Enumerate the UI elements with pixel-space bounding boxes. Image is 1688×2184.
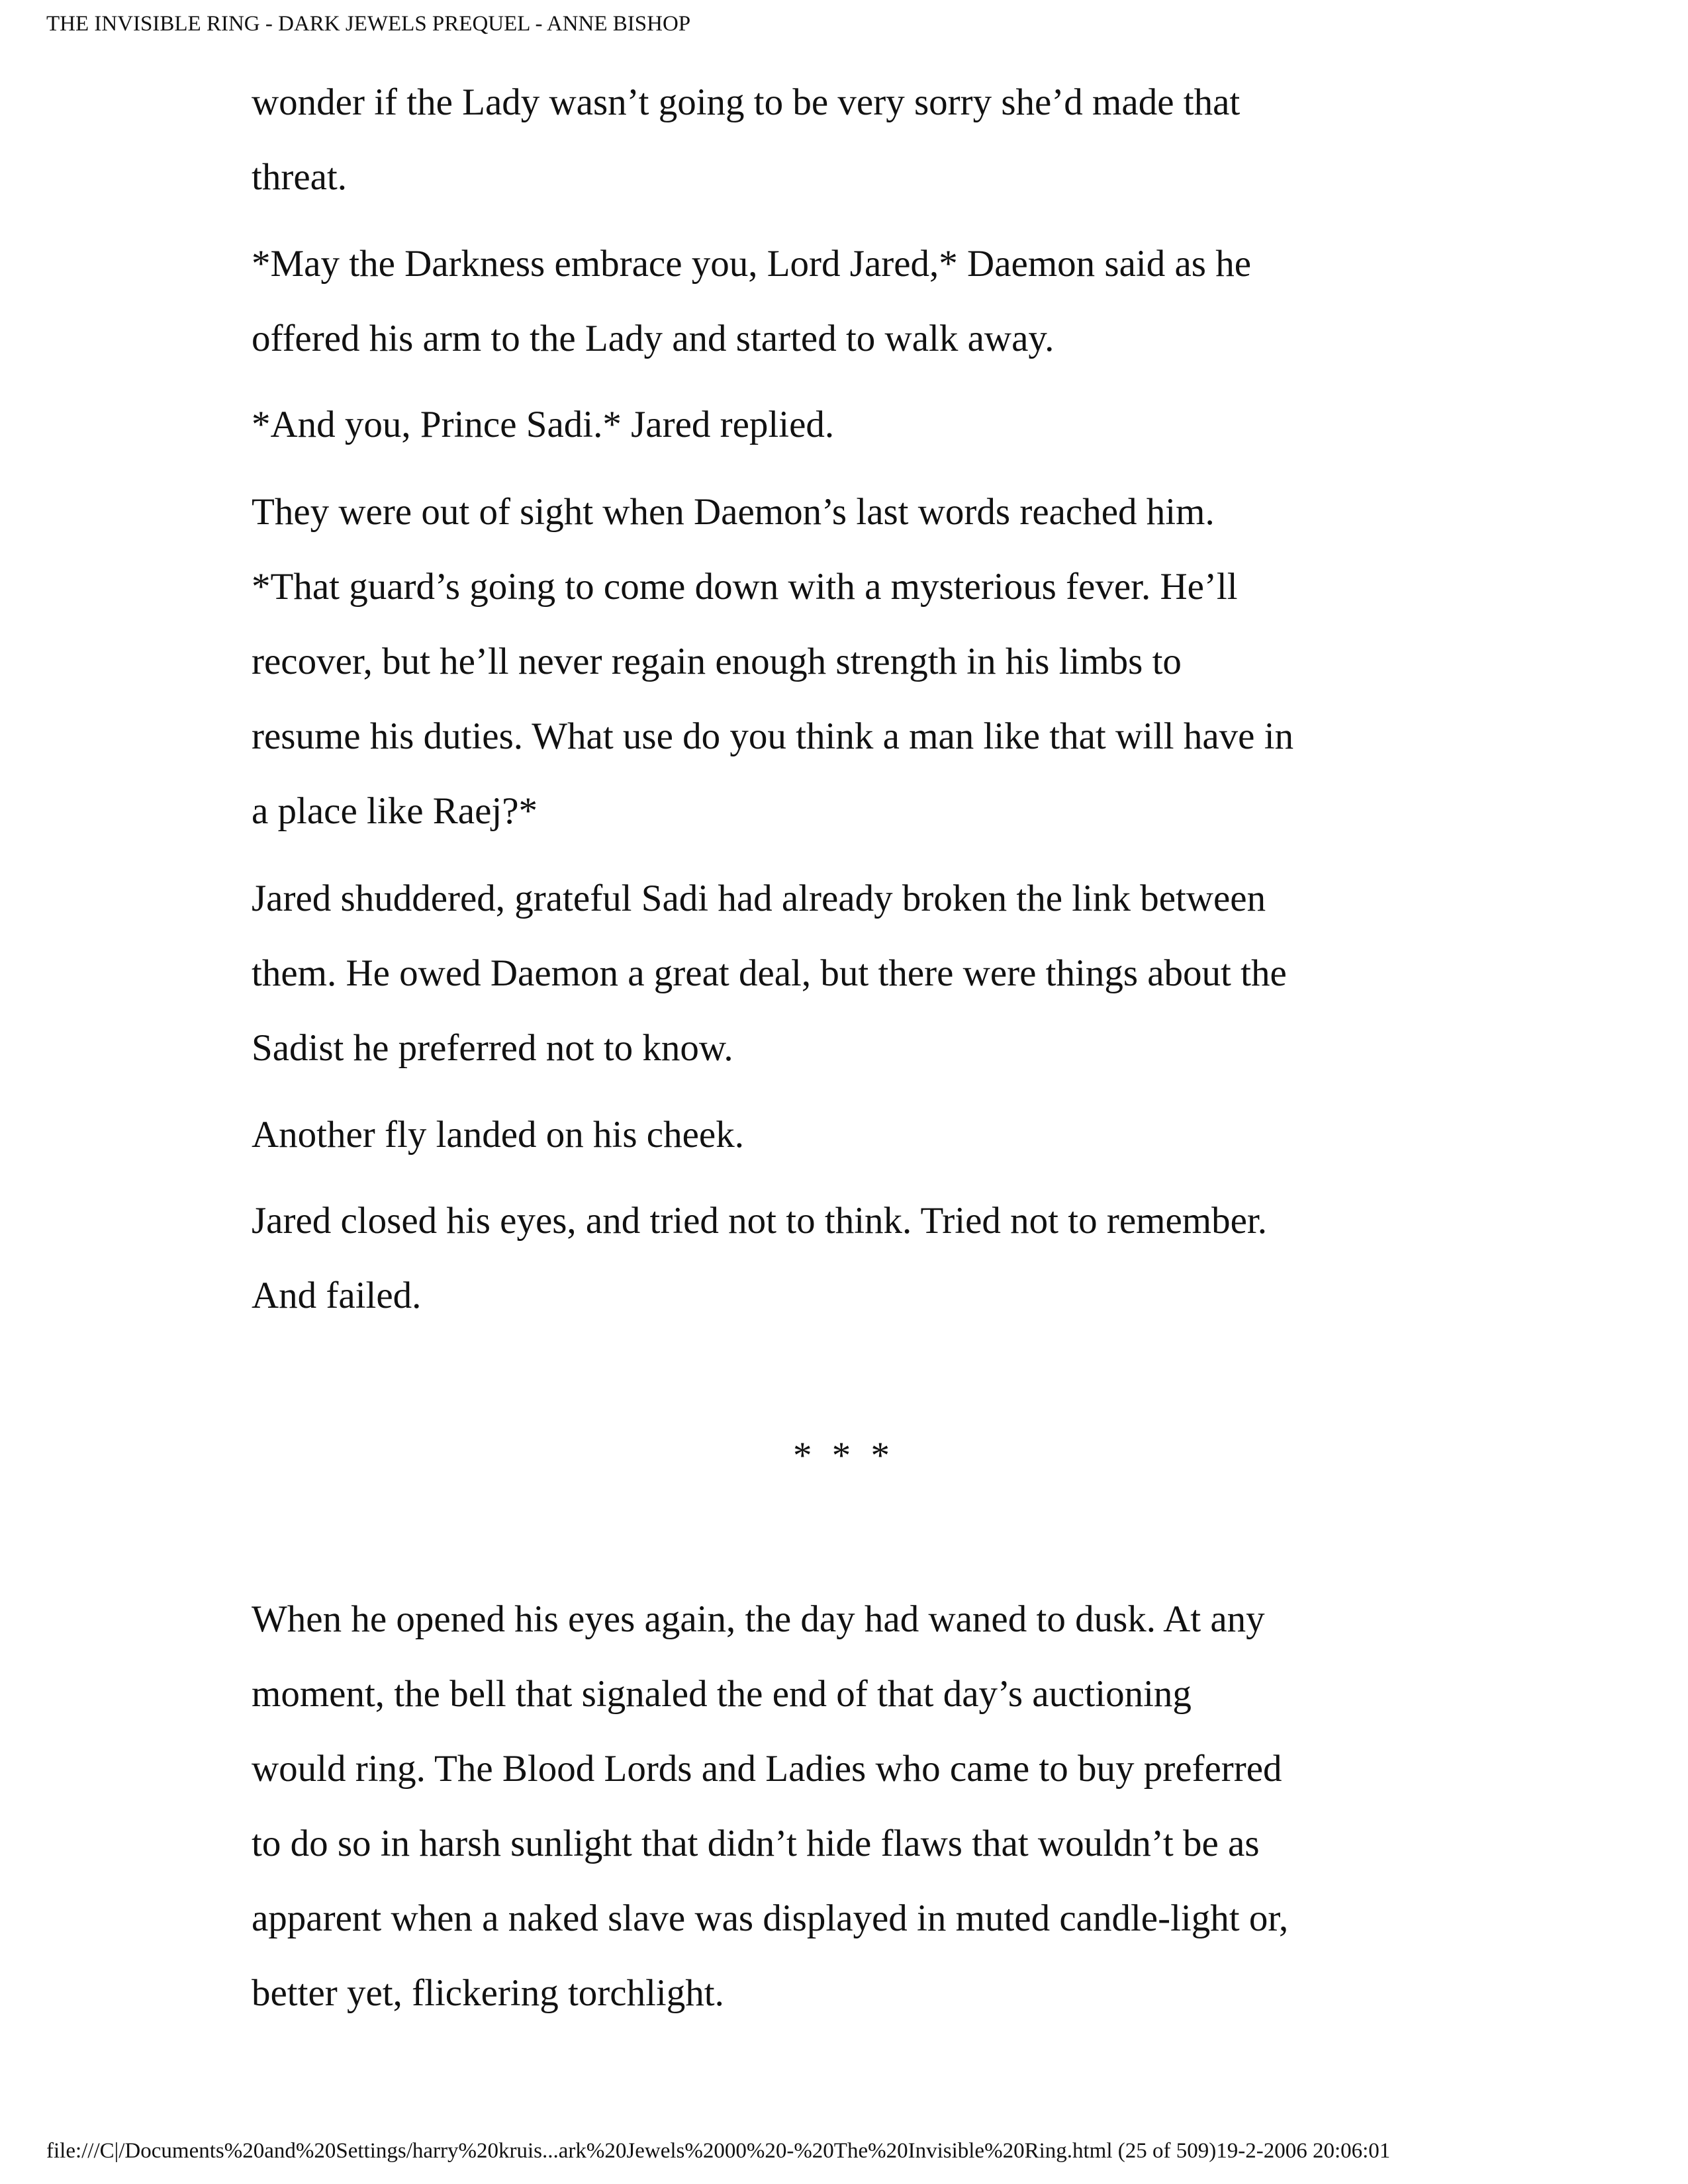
- text-line: moment, the bell that signaled the end of that day’s auctioning: [252, 1673, 1192, 1715]
- text-line: When he opened his eyes again, the day had waned to dusk. At any: [252, 1598, 1265, 1640]
- paragraph-3: [252, 387, 1436, 462]
- text-line: apparent when a naked slave was displayed in muted candle-light or,: [252, 1897, 1289, 1939]
- paragraph-5: [252, 861, 1436, 1085]
- text-line: *That guard’s going to come down with a mysterious fever. He’ll: [252, 566, 1238, 608]
- paragraph-2: [252, 226, 1436, 376]
- paragraph-1: [252, 65, 1436, 214]
- paragraph-7: [252, 1183, 1436, 1333]
- text-line: Jared closed his eyes, and tried not to think. Tried not to remember.: [252, 1200, 1267, 1242]
- text-line: to do so in harsh sunlight that didn’t hide flaws that wouldn’t be as: [252, 1823, 1260, 1864]
- text-line: better yet, flickering torchlight.: [252, 1972, 724, 2014]
- text-line: wonder if the Lady wasn’t going to be very sorry she’d made that: [252, 81, 1241, 123]
- text-line: Another fly landed on his cheek.: [252, 1114, 744, 1156]
- paragraph-8: [252, 1582, 1436, 2030]
- text-line: offered his arm to the Lady and started to walk away.: [252, 318, 1055, 359]
- paragraph-6: [252, 1097, 1436, 1172]
- text-line: would ring. The Blood Lords and Ladies who came to buy preferred: [252, 1748, 1282, 1790]
- text-line: recover, but he’ll never regain enough strength in his limbs to: [252, 641, 1182, 682]
- text-line: They were out of sight when Daemon’s last words reached him.: [252, 491, 1215, 533]
- text-line: Jared shuddered, grateful Sadi had already broken the link between: [252, 878, 1266, 919]
- text-line: *May the Darkness embrace you, Lord Jared,* Daemon said as he: [252, 243, 1251, 285]
- text-line: a place like Raej?*: [252, 790, 538, 832]
- text-line: Sadist he preferred not to know.: [252, 1027, 733, 1069]
- paragraph-4: [252, 475, 1436, 848]
- text-line: resume his duties. What use do you think a man like that will have in: [252, 715, 1294, 757]
- text-line: And failed.: [252, 1275, 422, 1316]
- running-header: THE INVISIBLE RING - DARK JEWELS PREQUEL - ANNE BISHOP: [46, 12, 691, 36]
- file-path-footer: file:///C|/Documents%20and%20Settings/harry%20kruis...ark%20Jewels%2000%20-%20The%20Invisible%20Ring.html (25 of 509)19-2-2006 20:06:01: [46, 2139, 1391, 2163]
- text-line: them. He owed Daemon a great deal, but there were things about the: [252, 952, 1287, 994]
- text-line: threat.: [252, 156, 348, 198]
- scene-break: * * *: [793, 1435, 895, 1477]
- text-line: *And you, Prince Sadi.* Jared replied.: [252, 404, 835, 445]
